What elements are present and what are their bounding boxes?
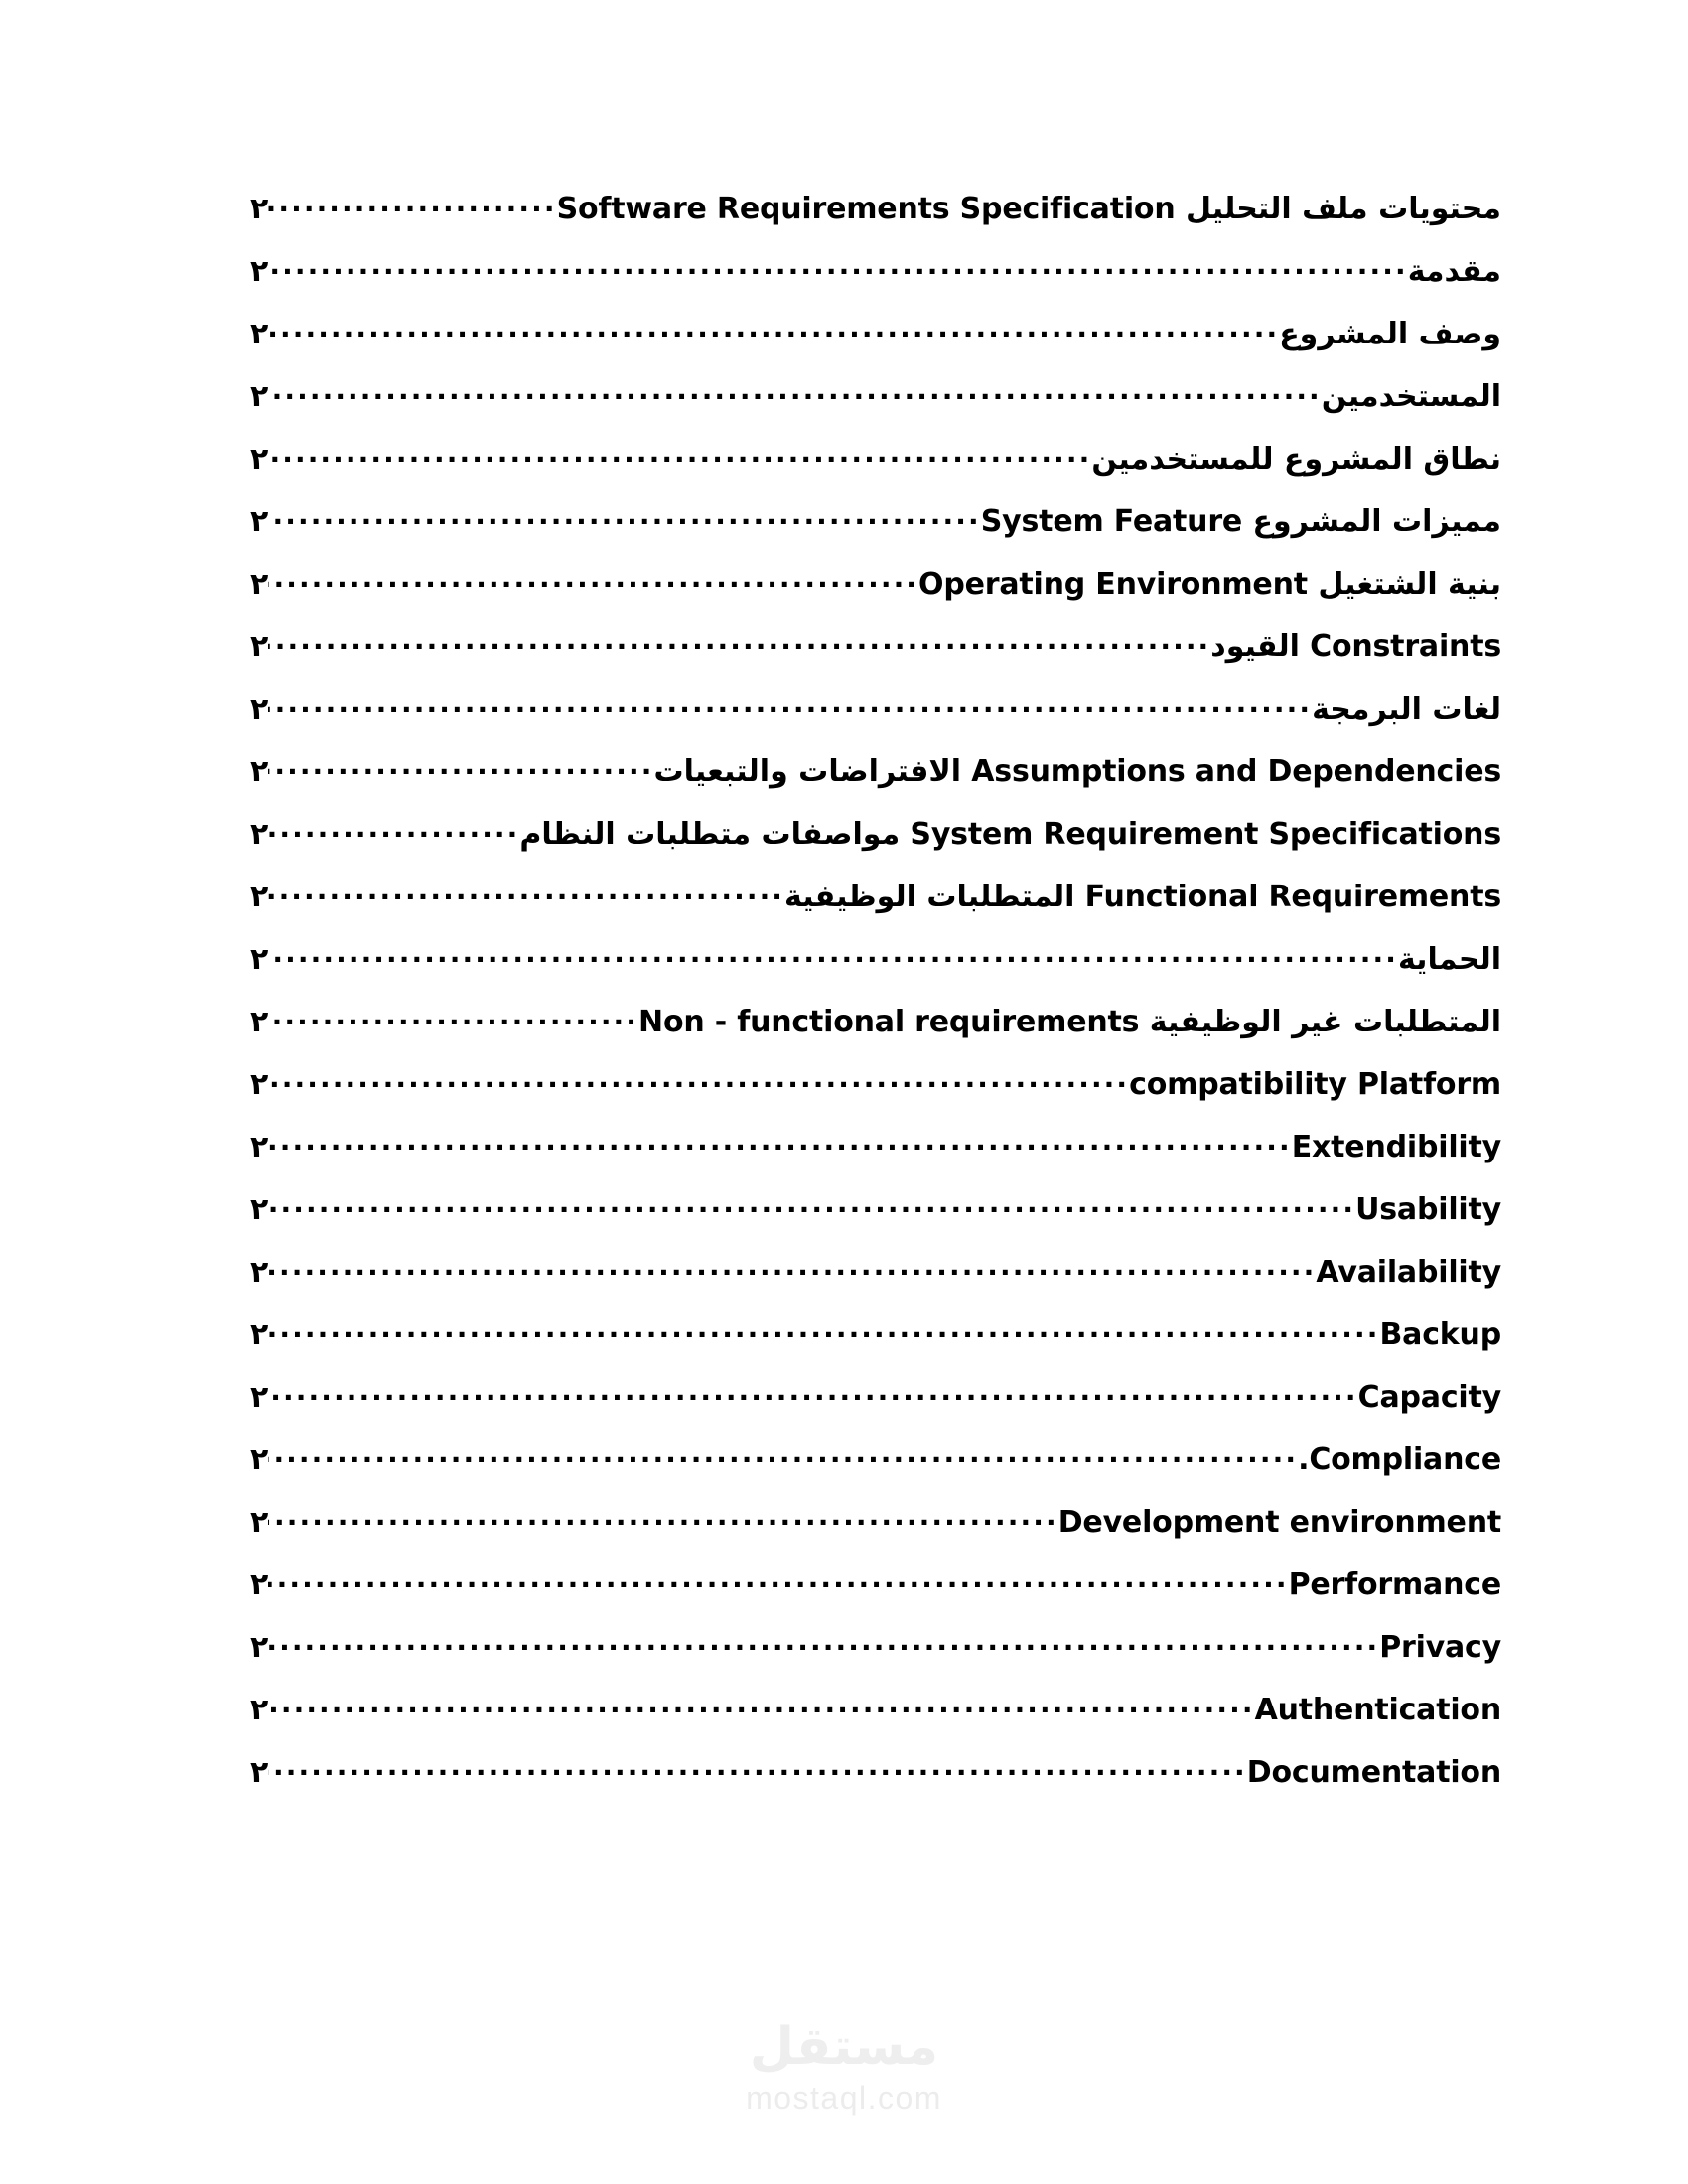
toc-entry-page-number: ٢ <box>250 1568 269 1602</box>
toc-heading-row[interactable] <box>248 192 1501 257</box>
toc-entry-page-number: ٢ <box>250 692 269 727</box>
toc-dot-leader <box>268 1266 1316 1282</box>
toc-dot-leader <box>268 1016 638 1031</box>
toc-entry-page-number: ٢ <box>250 1192 269 1227</box>
toc-entry-row[interactable] <box>248 1570 1501 1633</box>
toc-entry-row[interactable] <box>248 1255 1501 1320</box>
toc-entry-row[interactable] <box>248 754 1501 820</box>
toc-entry-page-number: ٢ <box>250 629 269 664</box>
toc-entry-page-number: ٢ <box>250 880 269 914</box>
toc-entry-label: لغات البرمجة <box>1312 692 1501 727</box>
toc-dot-leader <box>268 578 918 594</box>
toc-dot-leader <box>268 828 519 844</box>
toc-entry-label: Documentation <box>1246 1755 1501 1790</box>
toc-entry-label: الحماية <box>1397 942 1501 977</box>
toc-dot-leader <box>268 1766 1246 1782</box>
toc-dot-leader <box>268 1328 1379 1344</box>
toc-entry-page-number: ٢ <box>250 317 269 351</box>
toc-entry-label: Assumptions and Dependencies الافتراضات والتبعيات <box>653 754 1501 789</box>
toc-entry-page-number: ٢ <box>250 1505 269 1540</box>
toc-entry-label: Development environment <box>1057 1505 1501 1540</box>
toc-entry-label: بنية الشتغيل Operating Environment <box>918 567 1501 602</box>
toc-entry-row[interactable] <box>248 1005 1501 1070</box>
toc-entry-row[interactable] <box>248 442 1501 507</box>
toc-entry-page-number: ٢ <box>250 817 269 852</box>
toc-entry-list <box>248 254 1501 1821</box>
toc-dot-leader <box>268 1516 1057 1532</box>
toc-entry-row[interactable] <box>248 880 1501 945</box>
toc-dot-leader <box>268 1453 1298 1469</box>
toc-dot-leader <box>268 390 1321 406</box>
toc-entry-page-number: ٢ <box>250 754 269 789</box>
toc-entry-row[interactable] <box>248 1630 1501 1696</box>
toc-entry-row[interactable] <box>248 254 1501 320</box>
toc-entry-label: Capacity <box>1357 1380 1501 1415</box>
toc-entry-row[interactable] <box>248 1067 1501 1133</box>
toc-entry-page-number: ٢ <box>250 1005 269 1039</box>
toc-entry-row[interactable] <box>248 942 1501 1008</box>
toc-entry-row[interactable] <box>248 1693 1501 1758</box>
toc-entry-page-number: ٢ <box>250 942 269 977</box>
toc-entry-label: Extendibility <box>1291 1130 1501 1164</box>
toc-entry-row[interactable] <box>248 1505 1501 1570</box>
toc-entry-label: compatibility Platform <box>1129 1067 1501 1102</box>
toc-entry-page-number: ٢ <box>250 1630 269 1665</box>
toc-heading-page-number: ٢ <box>250 192 269 226</box>
toc-entry-page-number: ٢ <box>250 504 269 539</box>
toc-dot-leader <box>268 203 556 218</box>
toc-dot-leader <box>268 890 784 906</box>
toc-dot-leader <box>268 1203 1355 1219</box>
toc-entry-label: Compliance. <box>1298 1442 1501 1477</box>
toc-entry-page-number: ٢ <box>250 442 269 477</box>
table-of-contents <box>248 192 1501 1821</box>
toc-entry-label: Constraints القيود <box>1210 629 1501 664</box>
toc-dot-leader <box>268 703 1312 719</box>
toc-entry-row[interactable] <box>248 1442 1501 1508</box>
toc-entry-row[interactable] <box>248 1130 1501 1195</box>
toc-dot-leader <box>268 515 980 531</box>
toc-entry-label: نطاق المشروع للمستخدمين <box>1091 442 1501 477</box>
toc-dot-leader <box>268 640 1210 656</box>
toc-entry-label: مميزات المشروع System Feature <box>980 504 1501 539</box>
mostaql-watermark <box>0 2017 1688 2116</box>
toc-entry-page-number: ٢ <box>250 1130 269 1164</box>
toc-entry-label: Functional Requirements المتطلبات الوظيفية <box>784 880 1501 914</box>
toc-entry-label: المتطلبات غير الوظيفية Non - functional requirements <box>638 1005 1501 1039</box>
toc-heading-label: محتويات ملف التحليل Software Requirements Specification <box>556 192 1501 226</box>
toc-entry-page-number: ٢ <box>250 1255 269 1290</box>
toc-entry-label: Usability <box>1355 1192 1501 1227</box>
toc-entry-row[interactable] <box>248 692 1501 757</box>
toc-entry-page-number: ٢ <box>250 567 269 602</box>
toc-dot-leader <box>268 328 1279 343</box>
toc-entry-label: Backup <box>1379 1317 1501 1352</box>
toc-entry-page-number: ٢ <box>250 1442 269 1477</box>
toc-entry-row[interactable] <box>248 504 1501 570</box>
toc-entry-label: المستخدمين <box>1321 379 1501 414</box>
toc-dot-leader <box>268 265 1407 281</box>
toc-entry-page-number: ٢ <box>250 1067 269 1102</box>
toc-entry-page-number: ٢ <box>250 1693 269 1727</box>
toc-entry-row[interactable] <box>248 1380 1501 1445</box>
toc-entry-label: Availability <box>1316 1255 1501 1290</box>
toc-entry-row[interactable] <box>248 1317 1501 1383</box>
toc-dot-leader <box>268 1078 1129 1094</box>
toc-entry-row[interactable] <box>248 317 1501 382</box>
watermark-domain-text: mostaql.com <box>746 2079 942 2116</box>
toc-dot-leader <box>268 1391 1357 1407</box>
toc-entry-page-number: ٢ <box>250 1755 269 1790</box>
toc-entry-label: System Requirement Specifications مواصفات متطلبات النظام <box>519 817 1501 852</box>
toc-entry-label: Performance <box>1288 1568 1501 1602</box>
toc-entry-page-number: ٢ <box>250 1317 269 1352</box>
toc-entry-page-number: ٢ <box>250 379 269 414</box>
toc-dot-leader <box>268 953 1398 969</box>
toc-entry-row[interactable] <box>248 379 1501 445</box>
toc-dot-leader <box>268 453 1091 469</box>
toc-entry-row[interactable] <box>248 629 1501 695</box>
toc-entry-label: Privacy <box>1379 1630 1501 1665</box>
toc-entry-label: وصف المشروع <box>1279 317 1501 351</box>
toc-entry-row[interactable] <box>248 817 1501 883</box>
toc-dot-leader <box>268 1578 1288 1594</box>
toc-entry-row[interactable] <box>248 567 1501 632</box>
toc-dot-leader <box>268 1704 1254 1719</box>
toc-entry-page-number: ٢ <box>250 1380 269 1415</box>
toc-dot-leader <box>268 1141 1291 1157</box>
toc-dot-leader <box>268 765 653 781</box>
watermark-arabic-text: مستقل <box>749 2017 939 2077</box>
toc-dot-leader <box>268 1641 1379 1657</box>
toc-entry-label: Authentication <box>1254 1693 1501 1727</box>
toc-entry-page-number: ٢ <box>250 254 269 289</box>
toc-entry-row[interactable] <box>248 1755 1501 1821</box>
toc-entry-label: مقدمة <box>1407 254 1501 289</box>
toc-entry-row[interactable] <box>248 1192 1501 1258</box>
